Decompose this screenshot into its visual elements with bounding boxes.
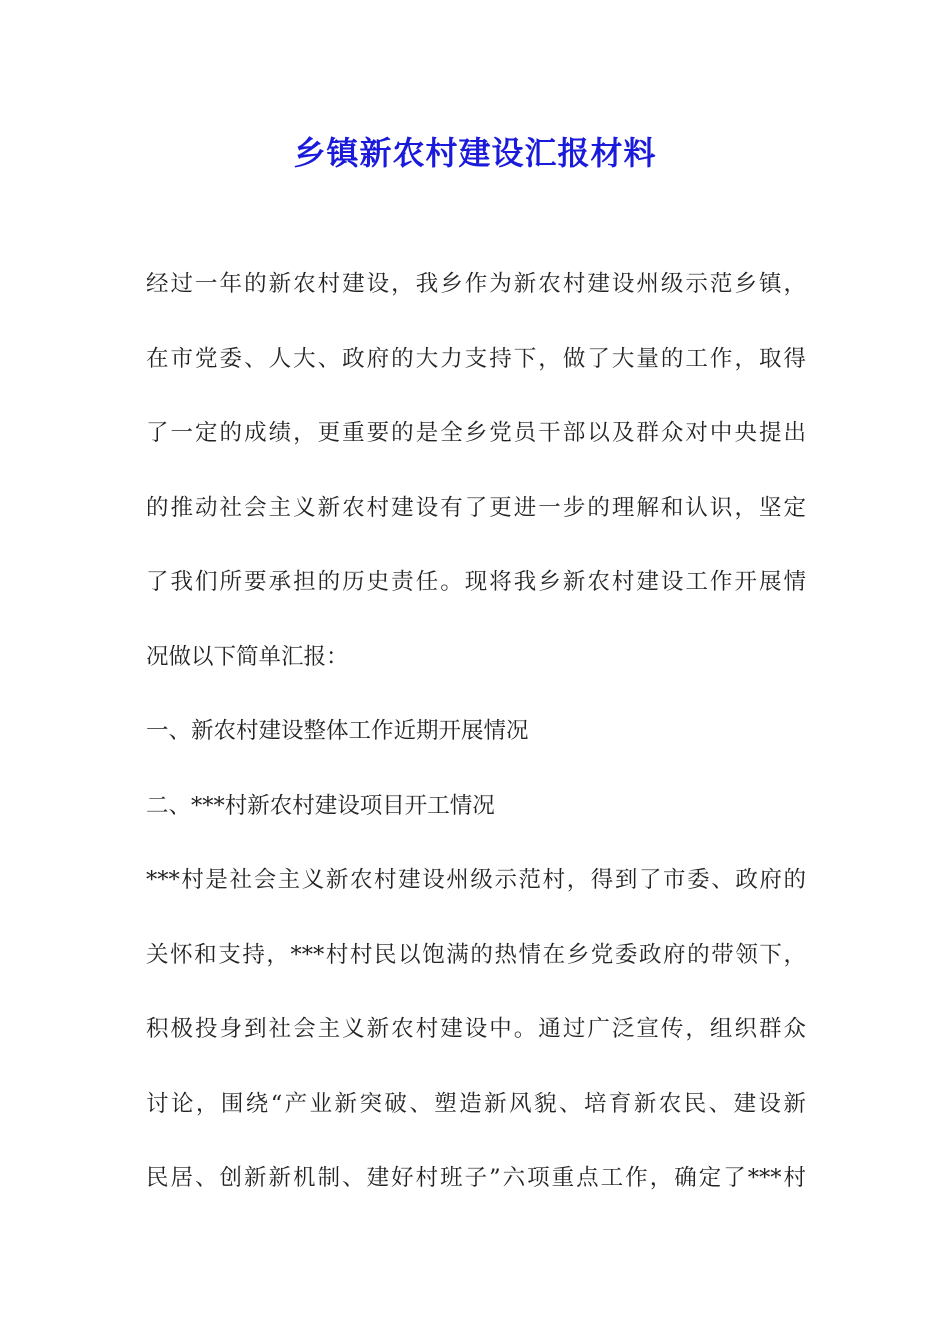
- document-body: [146, 262, 806, 1231]
- paragraph-line: 了我们所要承担的历史责任。现将我乡新农村建设工作开展情: [146, 569, 806, 595]
- document-title: 乡镇新农村建设汇报材料: [293, 134, 657, 172]
- paragraph-line: 在市党委、人大、政府的大力支持下，做了大量的工作，取得: [146, 345, 806, 372]
- paragraph-line: 讨论，围绕“产业新突破、塑造新风貌、培育新农民、建设新: [146, 1090, 806, 1117]
- paragraph-line: 的推动社会主义新农村建设有了更进一步的理解和认识，坚定: [146, 494, 806, 521]
- paragraph-line: ***村是社会主义新农村建设州级示范村，得到了市委、政府的: [146, 867, 806, 893]
- section-heading: 二、***村新农村建设项目开工情况: [146, 792, 495, 819]
- paragraph-line: 了一定的成绩，更重要的是全乡党员干部以及群众对中央提出: [146, 420, 806, 446]
- paragraph-line: 关怀和支持，***村村民以饱满的热情在乡党委政府的带领下，: [146, 941, 806, 968]
- paragraph-line: 民居、创新新机制、建好村班子”六项重点工作，确定了***村: [146, 1165, 806, 1191]
- paragraph-line: 况做以下简单汇报：: [146, 643, 349, 670]
- paragraph-line: 经过一年的新农村建设，我乡作为新农村建设州级示范乡镇，: [146, 271, 806, 297]
- section-heading: 一、新农村建设整体工作近期开展情况: [146, 718, 529, 744]
- paragraph-line: 积极投身到社会主义新农村建设中。通过广泛宣传，组织群众: [146, 1016, 806, 1042]
